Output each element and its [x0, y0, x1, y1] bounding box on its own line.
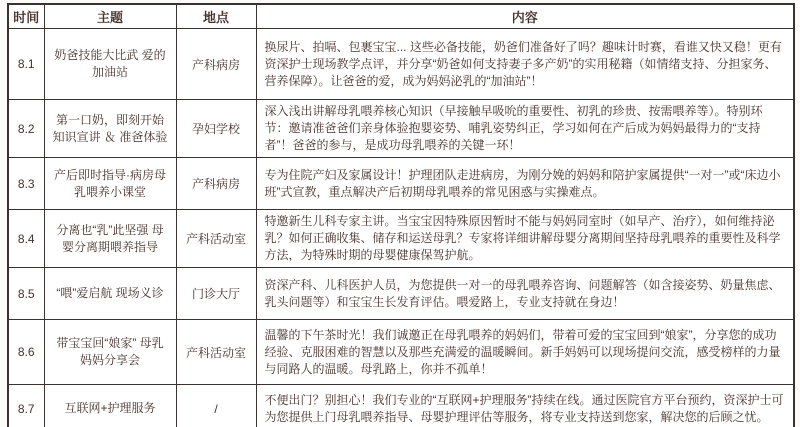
topic-cell: 分离也“乳”此坚强 母婴分离期喂养指导	[44, 210, 176, 268]
location-cell: 孕妇学校	[176, 100, 256, 158]
content-cell: 换尿片、拍嗝、包裹宝宝... 这些必备技能，奶爸们准备好了吗？趣味计时赛，看谁又快又稳！更有资深护士现场教学点评，并分享“奶爸如何支持妻子多产奶”的实用秘籍（如情绪支持、分担家务、营养保障）。让爸爸的爱，成为妈妈泌乳的“加油站”！	[256, 29, 794, 100]
header-topic: 主题	[44, 4, 176, 29]
location-cell: 产科活动室	[176, 210, 256, 268]
time-cell: 8.6	[8, 320, 44, 385]
header-content: 内容	[256, 4, 794, 29]
topic-cell: 产后即时指导·病房母乳喂养小课堂	[44, 158, 176, 210]
topic-cell: “喂”爱启航 现场义诊	[44, 268, 176, 320]
table-header-row	[8, 4, 794, 29]
table-row	[8, 100, 794, 158]
content-cell: 特邀新生儿科专家主讲。当宝宝因特殊原因暂时不能与妈妈同室时（如早产、治疗），如何维持泌乳？如何正确收集、储存和运送母乳？专家将详细讲解母婴分离期间坚持母乳喂养的重要性及科学方法，为特殊时期的母婴健康保驾护航。	[256, 210, 794, 268]
table-row	[8, 320, 794, 385]
location-cell: 门诊大厅	[176, 268, 256, 320]
table-row	[8, 29, 794, 100]
location-cell: 产科病房	[176, 158, 256, 210]
time-cell: 8.3	[8, 158, 44, 210]
topic-cell: 互联网+护理服务	[44, 385, 176, 427]
content-cell: 资深产科、儿科医护人员，为您提供一对一的母乳喂养咨询、问题解答（如含接姿势、奶量焦虑、乳头问题等）和宝宝生长发育评估。喂爱路上，专业支持就在身边！	[256, 268, 794, 320]
topic-cell: 奶爸技能大比武 爱的加油站	[44, 29, 176, 100]
content-cell: 专为住院产妇及家属设计！护理团队走进病房，为刚分娩的妈妈和陪护家属提供“一对一”或“床边小班”式宣教，重点解决产后初期母乳喂养的常见困惑与实操难点。	[256, 158, 794, 210]
header-location: 地点	[176, 4, 256, 29]
time-cell: 8.4	[8, 210, 44, 268]
header-time: 时间	[8, 4, 44, 29]
time-cell: 8.2	[8, 100, 44, 158]
location-cell: /	[176, 385, 256, 427]
table-row	[8, 385, 794, 427]
table-row	[8, 158, 794, 210]
event-schedule-table	[7, 3, 795, 427]
topic-cell: 第一口奶，即刻开始 知识宣讲 ＆ 准爸体验	[44, 100, 176, 158]
location-cell: 产科活动室	[176, 320, 256, 385]
table-row	[8, 210, 794, 268]
content-cell: 不便出门？别担心！我们专业的“互联网+护理服务”持续在线。通过医院官方平台预约，资深护士可为您提供上门母乳喂养指导、母婴护理评估等服务，将专业支持送到您家，解决您的后顾之忧。	[256, 385, 794, 427]
location-cell: 产科病房	[176, 29, 256, 100]
topic-cell: 带宝宝回“娘家” 母乳妈妈分享会	[44, 320, 176, 385]
time-cell: 8.7	[8, 385, 44, 427]
time-cell: 8.1	[8, 29, 44, 100]
time-cell: 8.5	[8, 268, 44, 320]
table-row	[8, 268, 794, 320]
content-cell: 深入浅出讲解母乳喂养核心知识（早接触早吸吮的重要性、初乳的珍贵、按需喂养等）。特别环节：邀请准爸爸们亲身体验抱婴姿势、哺乳姿势纠正，学习如何在产后成为妈妈最得力的“支持者”！爸爸的参与，是成功母乳喂养的关键一环！	[256, 100, 794, 158]
content-cell: 温馨的下午茶时光！我们诚邀正在母乳喂养的妈妈们，带着可爱的宝宝回到“娘家”，分享您的成功经验、克服困难的智慧以及那些充满爱的温暖瞬间。新手妈妈可以现场提问交流，感受榜样的力量与同路人的温暖。母乳路上，你并不孤单！	[256, 320, 794, 385]
table-body	[8, 29, 794, 427]
